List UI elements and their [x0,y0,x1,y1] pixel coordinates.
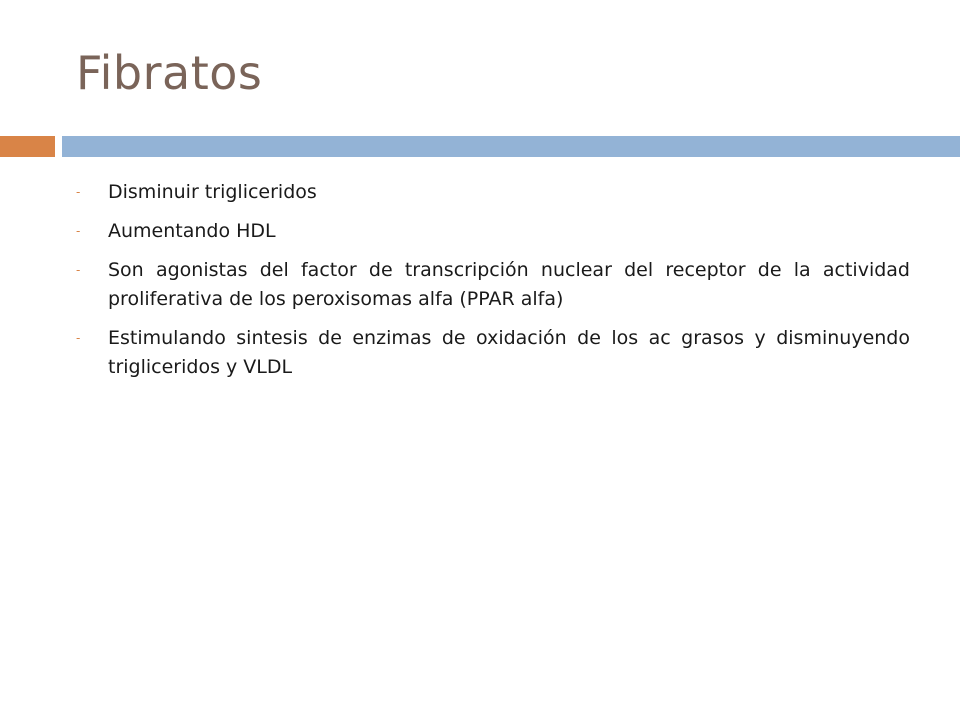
bullet-dash-icon: - [76,224,81,238]
slide-title: Fibratos [76,46,263,100]
bullet-list [76,178,910,392]
list-item [76,324,910,382]
bullet-text: Son agonistas del factor de transcripción nuclear del receptor de la actividad proliferativa de los peroxisomas alfa (PPAR alfa) [108,259,910,310]
title-accent-bar [0,136,55,157]
list-item [76,217,910,246]
bullet-dash-icon: - [76,331,81,345]
bullet-text: Estimulando sintesis de enzimas de oxidación de los ac grasos y disminuyendo triglicеridos y VLDL [108,327,910,378]
title-divider-bar [62,136,960,157]
bullet-dash-icon: - [76,263,81,277]
bullet-text: Aumentando HDL [108,220,276,242]
list-item [76,256,910,314]
bullet-text: Disminuir triglicеridos [108,181,317,203]
bullet-dash-icon: - [76,185,81,199]
list-item [76,178,910,207]
